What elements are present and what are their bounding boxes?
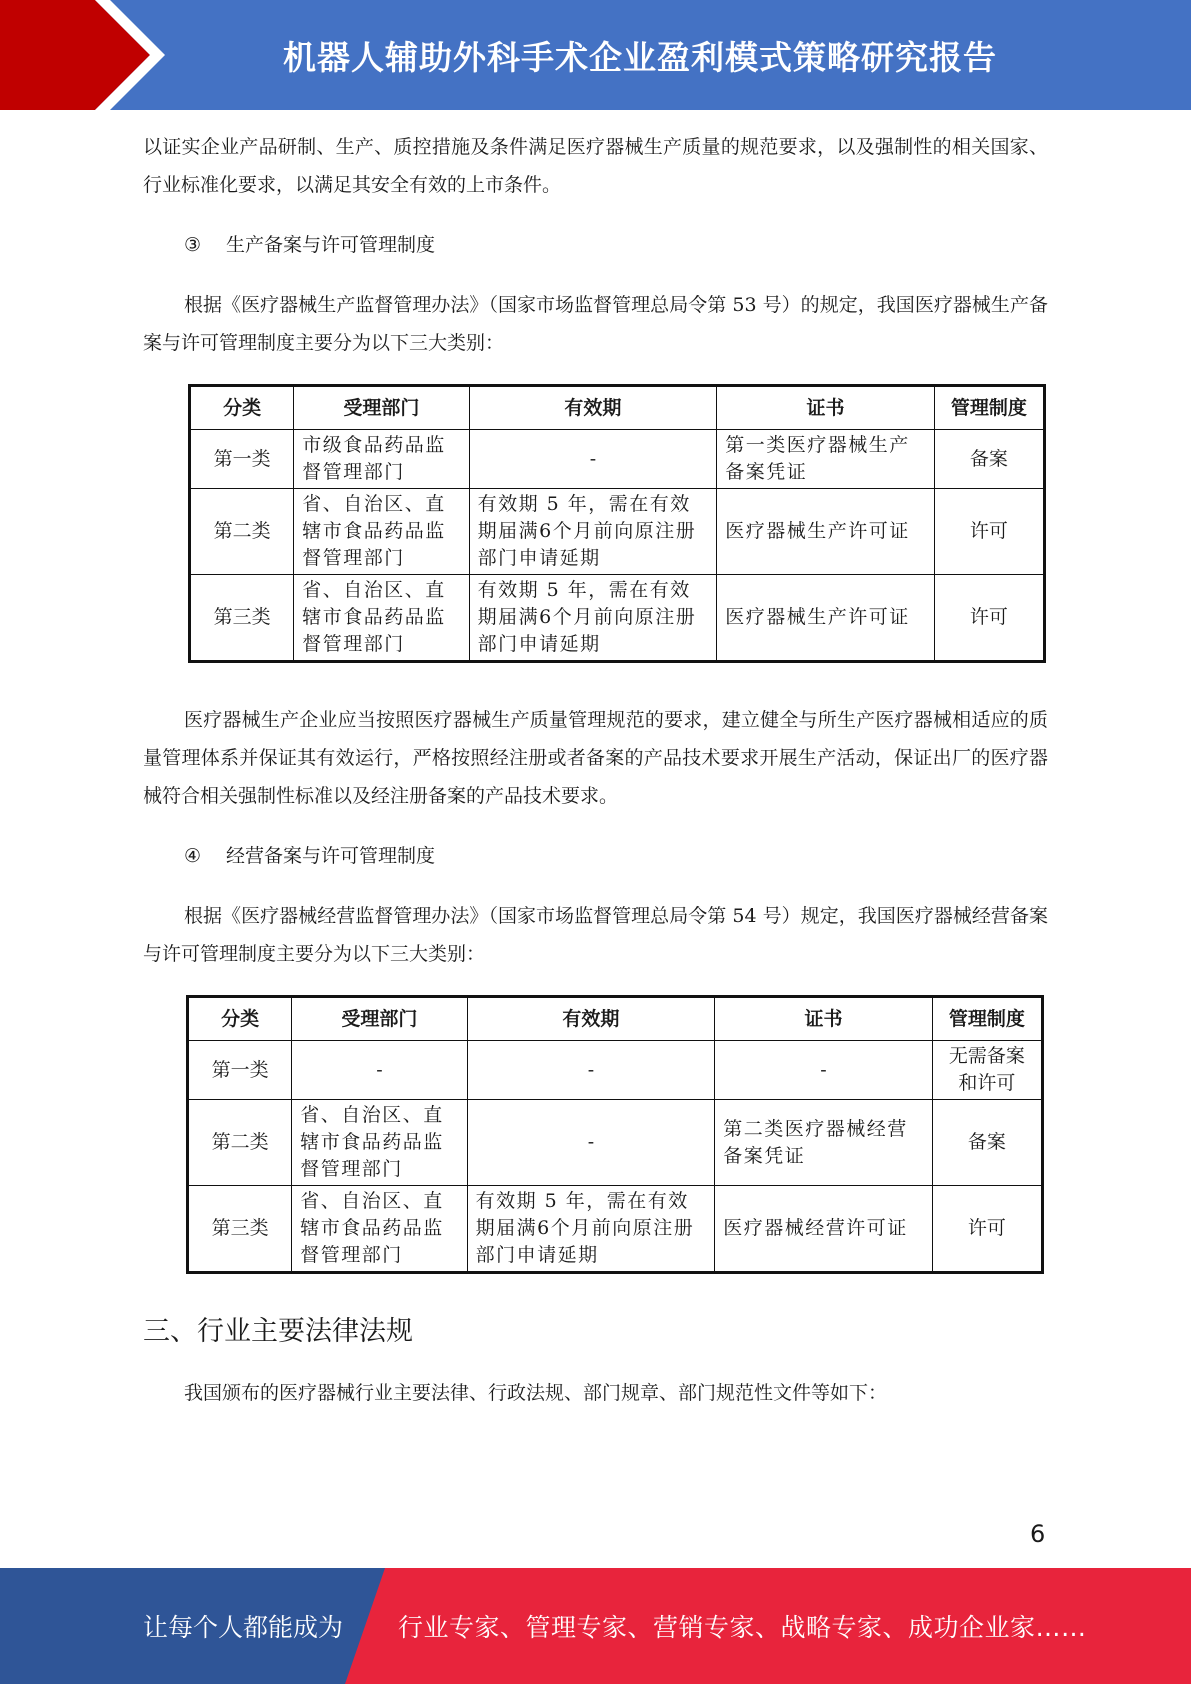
subheading-number: ④	[184, 845, 202, 867]
paragraph-laws-intro: 我国颁布的医疗器械行业主要法律、行政法规、部门规章、部门规范性文件等如下：	[184, 1382, 888, 1404]
table-cell: -	[469, 430, 717, 489]
table-cell: 省、自治区、直辖市食品药品监督管理部门	[294, 489, 469, 575]
table-cell: -	[467, 1041, 715, 1100]
table-cell: 许可	[934, 575, 1044, 662]
table-header-row	[190, 386, 1045, 430]
table-row	[188, 1041, 1043, 1100]
table-cell: 省、自治区、直辖市食品药品监督管理部门	[292, 1100, 467, 1186]
table-cell: 省、自治区、直辖市食品药品监督管理部门	[292, 1186, 467, 1273]
table-cell: -	[715, 1041, 933, 1100]
table-header-row	[188, 997, 1043, 1041]
paragraph-production-rules: 根据《医疗器械生产监督管理办法》（国家市场监督管理总局令第 53 号）的规定，我国医疗器械生产备案与许可管理制度主要分为以下三大类别：	[143, 294, 1048, 354]
table-header-cell: 证书	[715, 997, 933, 1041]
production-license-table	[188, 384, 1046, 663]
table-cell: 第二类	[190, 489, 294, 575]
table-cell: 第一类	[188, 1041, 292, 1100]
table-cell: 第一类	[190, 430, 294, 489]
table-cell: 许可	[932, 1186, 1042, 1273]
table-cell: 备案	[934, 430, 1044, 489]
table-cell: 第二类医疗器械经营备案凭证	[715, 1100, 933, 1186]
table-cell: 备案	[932, 1100, 1042, 1186]
footer-slogan-right: 行业专家、管理专家、营销专家、战略专家、成功企业家……	[398, 1613, 1087, 1642]
paragraph-quality-requirements: 以证实企业产品研制、生产、质控措施及条件满足医疗器械生产质量的规范要求，以及强制性的相关国家、行业标准化要求，以满足其安全有效的上市条件。	[143, 136, 1048, 196]
table-header-cell: 分类	[188, 997, 292, 1041]
page-footer	[0, 1568, 1191, 1684]
table-row	[190, 489, 1045, 575]
table-cell: 第二类	[188, 1100, 292, 1186]
table-cell: 有效期 5 年，需在有效期届满6个月前向原注册部门申请延期	[467, 1186, 715, 1273]
table-header-cell: 受理部门	[294, 386, 469, 430]
report-title: 机器人辅助外科手术企业盈利模式策略研究报告	[283, 37, 997, 77]
table-cell: 许可	[934, 489, 1044, 575]
table-cell: -	[292, 1041, 467, 1100]
table-header-cell: 管理制度	[934, 386, 1044, 430]
footer-slogan-left: 让每个人都能成为	[143, 1613, 344, 1642]
table-cell: 第一类医疗器械生产备案凭证	[717, 430, 935, 489]
subheading-text: 生产备案与许可管理制度	[226, 234, 436, 256]
table-cell: 有效期 5 年，需在有效期届满6个月前向原注册部门申请延期	[469, 489, 717, 575]
table-row	[188, 1100, 1043, 1186]
paragraph-production-quality: 医疗器械生产企业应当按照医疗器械生产质量管理规范的要求，建立健全与所生产医疗器械相适应的质量管理体系并保证其有效运行，严格按照经注册或者备案的产品技术要求开展生产活动，保证出厂的医疗器械符合相关强制性标准以及经注册备案的产品技术要求。	[143, 709, 1048, 807]
page-header	[0, 0, 1191, 110]
table-cell: 第三类	[190, 575, 294, 662]
table-cell: 医疗器械生产许可证	[717, 489, 935, 575]
table-header-cell: 证书	[717, 386, 935, 430]
table-cell: 医疗器械生产许可证	[717, 575, 935, 662]
operation-license-table	[186, 995, 1044, 1274]
table-header-cell: 管理制度	[932, 997, 1042, 1041]
paragraph-operation-rules: 根据《医疗器械经营监督管理办法》（国家市场监督管理总局令第 54 号）规定，我国医疗器械经营备案与许可管理制度主要分为以下三大类别：	[143, 905, 1048, 965]
subheading-operation-filing	[184, 837, 1048, 875]
table-cell: -	[467, 1100, 715, 1186]
table-cell: 无需备案和许可	[932, 1041, 1042, 1100]
table-header-cell: 分类	[190, 386, 294, 430]
table-cell: 有效期 5 年，需在有效期届满6个月前向原注册部门申请延期	[469, 575, 717, 662]
subheading-production-filing	[184, 226, 1048, 264]
subheading-number: ③	[184, 234, 202, 256]
table-row	[188, 1186, 1043, 1273]
table-header-cell: 受理部门	[292, 997, 467, 1041]
table-cell: 第三类	[188, 1186, 292, 1273]
page-number: 6	[1030, 1520, 1046, 1548]
document-body	[143, 128, 1048, 1434]
table-cell: 医疗器械经营许可证	[715, 1186, 933, 1273]
table-header-cell: 有效期	[467, 997, 715, 1041]
subheading-text: 经营备案与许可管理制度	[226, 845, 436, 867]
table-cell: 市级食品药品监督管理部门	[294, 430, 469, 489]
table-row	[190, 575, 1045, 662]
table-header-cell: 有效期	[469, 386, 717, 430]
section-heading-laws: 三、行业主要法律法规	[143, 1316, 413, 1347]
table-row	[190, 430, 1045, 489]
table-cell: 省、自治区、直辖市食品药品监督管理部门	[294, 575, 469, 662]
